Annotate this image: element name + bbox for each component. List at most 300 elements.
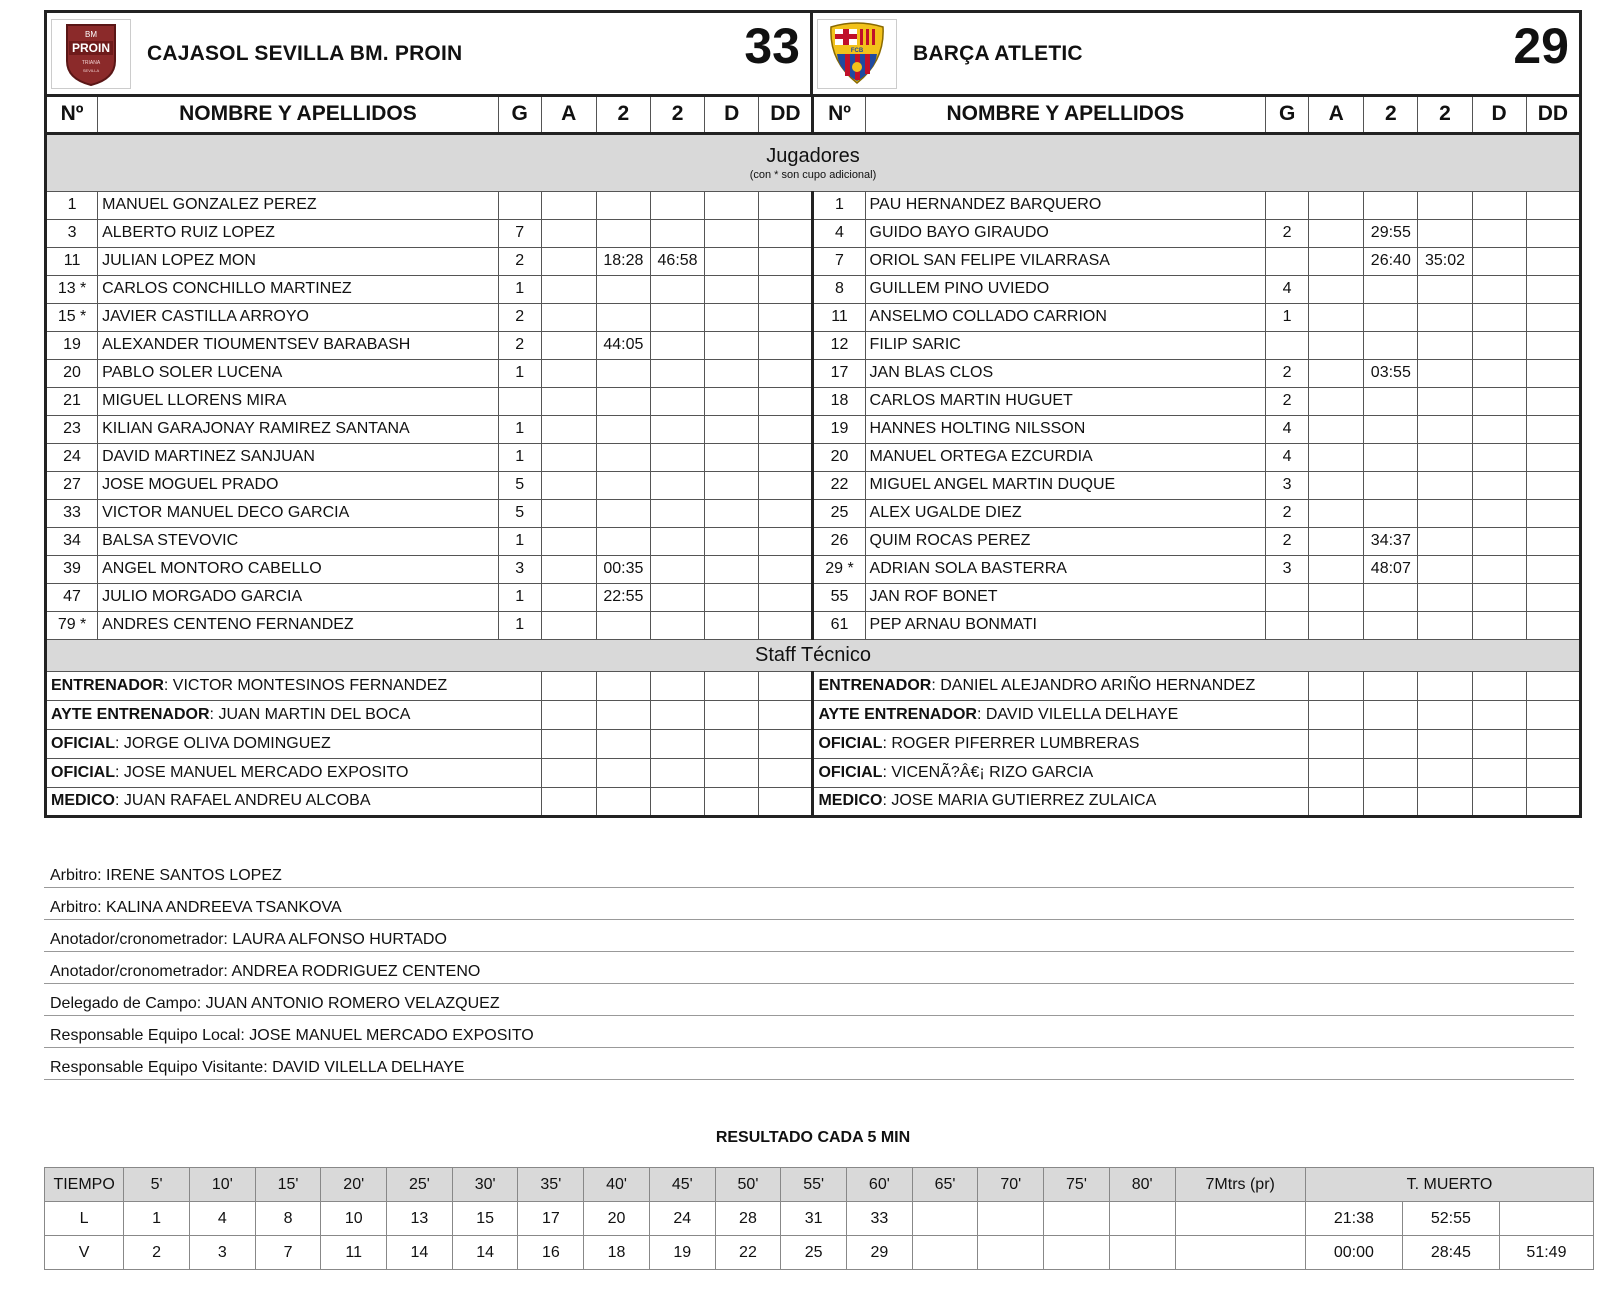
home-logo-main: PROIN: [71, 40, 111, 55]
interval-header: 40': [584, 1168, 650, 1202]
home-disq-cell: [705, 527, 759, 555]
interval-score: 28: [715, 1202, 781, 1236]
home-staff-role: MEDICO: [51, 792, 115, 809]
players-section-row: [46, 133, 1581, 191]
away-player-number: 19: [813, 415, 865, 443]
away-staff-stat-cell: [1472, 671, 1526, 700]
away-goals-cell: 4: [1266, 275, 1309, 303]
away-disq-report-cell: [1526, 471, 1580, 499]
away-staff-stat-cell: [1418, 700, 1472, 729]
col-header-2min-first: 2: [1364, 97, 1418, 133]
staff-role-separator: :: [163, 676, 173, 694]
away-suspension-1-cell: [1364, 611, 1418, 639]
col-header-warnings: A: [1309, 97, 1364, 133]
interval-score: 10: [321, 1202, 387, 1236]
interval-score: 22: [715, 1236, 781, 1270]
away-staff-stat-cell: [1309, 729, 1364, 758]
away-suspension-2-cell: [1418, 275, 1472, 303]
home-staff-role: ENTRENADOR: [51, 676, 164, 694]
away-goals-cell: [1266, 247, 1309, 275]
results-table: [44, 1167, 1594, 1270]
away-player-number: 11: [813, 303, 865, 331]
home-suspension-1-cell: [596, 275, 650, 303]
interval-score: 4: [189, 1202, 255, 1236]
away-staff-role: AYTE ENTRENADOR: [818, 705, 977, 723]
away-warning-cell: [1309, 583, 1364, 611]
home-staff-stat-cell: [650, 787, 704, 816]
home-disq-cell: [705, 303, 759, 331]
home-player-name: JULIO MORGADO GARCIA: [98, 583, 499, 611]
away-disq-report-cell: [1526, 247, 1580, 275]
home-warning-cell: [541, 359, 596, 387]
away-goals-cell: [1266, 191, 1309, 219]
col-header-goals: G: [498, 97, 541, 133]
away-suspension-1-cell: 34:37: [1364, 527, 1418, 555]
official-line: Responsable Equipo Local: JOSE MANUEL MERCADO EXPOSITO: [44, 1016, 1574, 1048]
home-disq-cell: [705, 499, 759, 527]
interval-header: 45': [649, 1168, 715, 1202]
home-suspension-1-cell: 22:55: [596, 583, 650, 611]
seven-meters-value: [1175, 1236, 1305, 1270]
home-suspension-1-cell: [596, 387, 650, 415]
home-goals-cell: 5: [498, 471, 541, 499]
home-staff-stat-cell: [541, 700, 596, 729]
home-disq-cell: [705, 471, 759, 499]
away-staff-stat-cell: [1309, 671, 1364, 700]
interval-header: 80': [1109, 1168, 1175, 1202]
interval-score: [912, 1202, 978, 1236]
away-staff-name: ROGER PIFERRER LUMBRERAS: [891, 734, 1140, 752]
away-suspension-2-cell: [1418, 303, 1472, 331]
away-staff-stat-cell: [1309, 787, 1364, 816]
interval-score: 16: [518, 1236, 584, 1270]
home-player-name: KILIAN GARAJONAY RAMIREZ SANTANA: [98, 415, 499, 443]
home-player-number: 33: [46, 499, 98, 527]
away-staff-stat-cell: [1472, 787, 1526, 816]
home-disq-report-cell: [759, 443, 813, 471]
home-warning-cell: [541, 611, 596, 639]
home-warning-cell: [541, 583, 596, 611]
away-suspension-1-cell: 48:07: [1364, 555, 1418, 583]
staff-role-separator: :: [882, 734, 892, 752]
away-goals-cell: 4: [1266, 443, 1309, 471]
home-staff-stat-cell: [596, 729, 650, 758]
away-player-name: MIGUEL ANGEL MARTIN DUQUE: [865, 471, 1266, 499]
away-disq-report-cell: [1526, 191, 1580, 219]
away-team-header: [813, 13, 1579, 94]
player-row: [46, 303, 1581, 331]
away-goals-cell: 2: [1266, 387, 1309, 415]
away-suspension-2-cell: [1418, 331, 1472, 359]
home-staff-name: JORGE OLIVA DOMINGUEZ: [123, 734, 331, 752]
away-player-number: 18: [813, 387, 865, 415]
interval-header: 30': [452, 1168, 518, 1202]
home-staff-stat-cell: [759, 758, 813, 787]
home-staff-stat-cell: [705, 758, 759, 787]
official-line: Responsable Equipo Visitante: DAVID VILELLA DELHAYE: [44, 1048, 1574, 1080]
home-staff-stat-cell: [541, 729, 596, 758]
home-suspension-2-cell: 46:58: [650, 247, 704, 275]
results-row: [45, 1202, 1594, 1236]
home-staff-member: [46, 729, 542, 758]
home-suspension-1-cell: [596, 415, 650, 443]
away-staff-member: [813, 700, 1309, 729]
away-staff-name: JOSE MARIA GUTIERREZ ZULAICA: [891, 792, 1157, 809]
away-staff-stat-cell: [1472, 758, 1526, 787]
home-player-number: 21: [46, 387, 98, 415]
home-suspension-2-cell: [650, 359, 704, 387]
away-goals-cell: 1: [1266, 303, 1309, 331]
player-row: [46, 611, 1581, 639]
interval-header: 25': [387, 1168, 453, 1202]
home-staff-stat-cell: [541, 671, 596, 700]
away-disq-report-cell: [1526, 443, 1580, 471]
away-player-name: PAU HERNANDEZ BARQUERO: [865, 191, 1266, 219]
away-disq-cell: [1472, 331, 1526, 359]
timeout-value: 52:55: [1402, 1202, 1499, 1236]
home-player-name: MANUEL GONZALEZ PEREZ: [98, 191, 499, 219]
away-staff-stat-cell: [1418, 729, 1472, 758]
away-player-number: 20: [813, 443, 865, 471]
away-suspension-2-cell: [1418, 555, 1472, 583]
away-suspension-1-cell: [1364, 499, 1418, 527]
away-staff-stat-cell: [1472, 700, 1526, 729]
interval-score: 2: [124, 1236, 190, 1270]
player-row: [46, 359, 1581, 387]
away-warning-cell: [1309, 191, 1364, 219]
away-disq-report-cell: [1526, 331, 1580, 359]
away-suspension-1-cell: [1364, 471, 1418, 499]
player-row: [46, 443, 1581, 471]
player-row: [46, 499, 1581, 527]
away-player-name: HANNES HOLTING NILSSON: [865, 415, 1266, 443]
col-header-name: NOMBRE Y APELLIDOS: [865, 97, 1266, 133]
home-player-number: 13 *: [46, 275, 98, 303]
away-player-number: 1: [813, 191, 865, 219]
away-disq-report-cell: [1526, 527, 1580, 555]
home-logo-top: BM: [85, 29, 97, 39]
home-goals-cell: 2: [498, 247, 541, 275]
home-warning-cell: [541, 555, 596, 583]
away-staff-name: DAVID VILELLA DELHAYE: [985, 705, 1179, 723]
away-staff-name: DANIEL ALEJANDRO ARIÑO HERNANDEZ: [940, 676, 1256, 694]
staff-role-separator: :: [209, 705, 219, 723]
home-disq-report-cell: [759, 303, 813, 331]
home-staff-role: AYTE ENTRENADOR: [51, 705, 210, 723]
col-header-disq-report: DD: [1526, 97, 1580, 133]
away-disq-cell: [1472, 583, 1526, 611]
away-staff-stat-cell: [1526, 671, 1580, 700]
away-player-name: JAN BLAS CLOS: [865, 359, 1266, 387]
away-player-name: FILIP SARIC: [865, 331, 1266, 359]
col-header-disq-report: DD: [759, 97, 813, 133]
results-title: RESULTADO CADA 5 MIN: [715, 1129, 911, 1146]
home-suspension-1-cell: 44:05: [596, 331, 650, 359]
away-player-number: 55: [813, 583, 865, 611]
away-disq-cell: [1472, 359, 1526, 387]
home-disq-report-cell: [759, 387, 813, 415]
away-warning-cell: [1309, 499, 1364, 527]
away-disq-cell: [1472, 611, 1526, 639]
away-goals-cell: [1266, 331, 1309, 359]
away-disq-report-cell: [1526, 611, 1580, 639]
away-disq-cell: [1472, 555, 1526, 583]
interval-header: 20': [321, 1168, 387, 1202]
home-player-name: CARLOS CONCHILLO MARTINEZ: [98, 275, 499, 303]
interval-score: 1: [124, 1202, 190, 1236]
home-player-name: BALSA STEVOVIC: [98, 527, 499, 555]
away-warning-cell: [1309, 443, 1364, 471]
home-suspension-1-cell: [596, 303, 650, 331]
interval-score: 8: [255, 1202, 321, 1236]
away-warning-cell: [1309, 387, 1364, 415]
away-suspension-2-cell: [1418, 219, 1472, 247]
home-suspension-1-cell: [596, 527, 650, 555]
away-disq-cell: [1472, 303, 1526, 331]
home-suspension-1-cell: [596, 471, 650, 499]
away-player-number: 7: [813, 247, 865, 275]
home-player-number: 23: [46, 415, 98, 443]
home-disq-report-cell: [759, 611, 813, 639]
away-warning-cell: [1309, 611, 1364, 639]
away-player-number: 29 *: [813, 555, 865, 583]
home-player-name: JOSE MOGUEL PRADO: [98, 471, 499, 499]
away-goals-cell: 3: [1266, 471, 1309, 499]
home-suspension-2-cell: [650, 555, 704, 583]
away-goals-cell: 2: [1266, 359, 1309, 387]
staff-role-separator: :: [115, 763, 124, 781]
home-player-name: ALEXANDER TIOUMENTSEV BARABASH: [98, 331, 499, 359]
away-staff-stat-cell: [1309, 700, 1364, 729]
away-staff-stat-cell: [1526, 700, 1580, 729]
away-staff-role: OFICIAL: [818, 734, 883, 752]
home-player-name: DAVID MARTINEZ SANJUAN: [98, 443, 499, 471]
interval-score: 14: [452, 1236, 518, 1270]
away-warning-cell: [1309, 471, 1364, 499]
home-staff-stat-cell: [650, 729, 704, 758]
home-disq-report-cell: [759, 191, 813, 219]
staff-section-title: Staff Técnico: [755, 643, 871, 666]
players-section-title: Jugadores: [766, 144, 860, 167]
interval-score: 3: [189, 1236, 255, 1270]
home-suspension-1-cell: 00:35: [596, 555, 650, 583]
away-goals-cell: 2: [1266, 527, 1309, 555]
home-player-name: ANGEL MONTORO CABELLO: [98, 555, 499, 583]
away-player-number: 26: [813, 527, 865, 555]
away-staff-member: [813, 758, 1309, 787]
timeout-value: 51:49: [1499, 1236, 1593, 1270]
interval-score: [1044, 1236, 1110, 1270]
home-disq-cell: [705, 219, 759, 247]
home-player-number: 15 *: [46, 303, 98, 331]
home-logo-foot: SEVILLA: [82, 67, 100, 73]
away-player-number: 22: [813, 471, 865, 499]
home-player-number: 24: [46, 443, 98, 471]
home-suspension-1-cell: [596, 359, 650, 387]
away-suspension-1-cell: [1364, 443, 1418, 471]
away-staff-stat-cell: [1364, 758, 1418, 787]
away-player-number: 8: [813, 275, 865, 303]
interval-header: 55': [781, 1168, 847, 1202]
interval-score: [912, 1236, 978, 1270]
home-staff-name: VICTOR MONTESINOS FERNANDEZ: [172, 676, 448, 694]
results-row-label: V: [45, 1236, 124, 1270]
away-player-name: PEP ARNAU BONMATI: [865, 611, 1266, 639]
home-suspension-2-cell: [650, 499, 704, 527]
home-staff-stat-cell: [705, 700, 759, 729]
away-goals-cell: [1266, 583, 1309, 611]
away-staff-stat-cell: [1526, 758, 1580, 787]
home-score: 33: [744, 18, 800, 74]
away-disq-cell: [1472, 191, 1526, 219]
player-row: [46, 555, 1581, 583]
home-disq-cell: [705, 247, 759, 275]
away-suspension-1-cell: [1364, 275, 1418, 303]
players-section-subtitle: (con * son cupo adicional): [749, 168, 877, 181]
home-warning-cell: [541, 191, 596, 219]
home-goals-cell: 1: [498, 359, 541, 387]
home-disq-cell: [705, 331, 759, 359]
away-staff-member: [813, 787, 1309, 816]
interval-score: [1109, 1202, 1175, 1236]
away-disq-report-cell: [1526, 275, 1580, 303]
home-staff-name: JUAN RAFAEL ANDREU ALCOBA: [123, 792, 371, 809]
away-goals-cell: 2: [1266, 219, 1309, 247]
player-row: [46, 219, 1581, 247]
home-goals-cell: 2: [498, 331, 541, 359]
interval-score: 24: [649, 1202, 715, 1236]
home-player-name: PABLO SOLER LUCENA: [98, 359, 499, 387]
home-staff-name: JOSE MANUEL MERCADO EXPOSITO: [123, 763, 409, 781]
away-staff-stat-cell: [1418, 758, 1472, 787]
home-staff-stat-cell: [650, 758, 704, 787]
staff-role-separator: :: [931, 676, 941, 694]
home-player-number: 3: [46, 219, 98, 247]
home-staff-stat-cell: [596, 671, 650, 700]
interval-score: [1044, 1202, 1110, 1236]
home-goals-cell: 1: [498, 583, 541, 611]
home-goals-cell: 1: [498, 527, 541, 555]
col-header-2min-second: 2: [650, 97, 704, 133]
home-staff-stat-cell: [759, 700, 813, 729]
away-suspension-1-cell: [1364, 303, 1418, 331]
staff-row: [46, 787, 1581, 816]
home-suspension-2-cell: [650, 527, 704, 555]
staff-role-separator: :: [115, 792, 124, 809]
staff-row: [46, 700, 1581, 729]
home-logo: [51, 19, 131, 89]
away-warning-cell: [1309, 275, 1364, 303]
home-disq-cell: [705, 583, 759, 611]
home-suspension-2-cell: [650, 387, 704, 415]
home-staff-name: JUAN MARTIN DEL BOCA: [218, 705, 411, 723]
home-staff-stat-cell: [596, 700, 650, 729]
away-suspension-2-cell: [1418, 583, 1472, 611]
staff-role-separator: :: [115, 734, 124, 752]
home-player-name: MIGUEL LLORENS MIRA: [98, 387, 499, 415]
staff-row: [46, 758, 1581, 787]
away-staff-member: [813, 729, 1309, 758]
away-suspension-2-cell: [1418, 415, 1472, 443]
home-disq-report-cell: [759, 471, 813, 499]
home-player-number: 1: [46, 191, 98, 219]
home-warning-cell: [541, 527, 596, 555]
away-staff-stat-cell: [1418, 787, 1472, 816]
home-team-header: [47, 13, 813, 94]
away-goals-cell: 2: [1266, 499, 1309, 527]
home-staff-role: OFICIAL: [51, 763, 115, 781]
away-suspension-2-cell: 35:02: [1418, 247, 1472, 275]
home-goals-cell: 3: [498, 555, 541, 583]
away-warning-cell: [1309, 331, 1364, 359]
home-staff-stat-cell: [705, 671, 759, 700]
col-header-2min-first: 2: [596, 97, 650, 133]
away-warning-cell: [1309, 303, 1364, 331]
home-staff-member: [46, 787, 542, 816]
home-warning-cell: [541, 303, 596, 331]
home-warning-cell: [541, 247, 596, 275]
home-warning-cell: [541, 471, 596, 499]
away-warning-cell: [1309, 359, 1364, 387]
home-goals-cell: [498, 191, 541, 219]
interval-score: 13: [387, 1202, 453, 1236]
col-header-disq: D: [705, 97, 759, 133]
official-line: Anotador/cronometrador: ANDREA RODRIGUEZ CENTENO: [44, 952, 1574, 984]
away-suspension-2-cell: [1418, 359, 1472, 387]
away-staff-name: VICENÃ?Â€¡ RIZO GARCIA: [891, 763, 1094, 781]
timeout-value: 21:38: [1305, 1202, 1402, 1236]
home-goals-cell: 1: [498, 275, 541, 303]
interval-score: 31: [781, 1202, 847, 1236]
home-goals-cell: 1: [498, 443, 541, 471]
staff-row: [46, 671, 1581, 700]
away-disq-report-cell: [1526, 303, 1580, 331]
home-staff-role: OFICIAL: [51, 734, 115, 752]
home-disq-cell: [705, 191, 759, 219]
home-goals-cell: 2: [498, 303, 541, 331]
col-header-2min-second: 2: [1418, 97, 1472, 133]
away-goals-cell: 4: [1266, 415, 1309, 443]
player-row: [46, 415, 1581, 443]
away-disq-cell: [1472, 275, 1526, 303]
home-disq-report-cell: [759, 499, 813, 527]
timeout-value: [1499, 1202, 1593, 1236]
home-player-name: JAVIER CASTILLA ARROYO: [98, 303, 499, 331]
col-header-name: NOMBRE Y APELLIDOS: [98, 97, 499, 133]
interval-header: 60': [847, 1168, 913, 1202]
away-player-name: QUIM ROCAS PEREZ: [865, 527, 1266, 555]
away-goals-cell: [1266, 611, 1309, 639]
away-player-name: MANUEL ORTEGA EZCURDIA: [865, 443, 1266, 471]
home-team-name: CAJASOL SEVILLA BM. PROIN: [147, 41, 463, 65]
away-staff-stat-cell: [1364, 700, 1418, 729]
home-staff-member: [46, 700, 542, 729]
home-suspension-2-cell: [650, 191, 704, 219]
away-player-number: 25: [813, 499, 865, 527]
home-disq-cell: [705, 275, 759, 303]
away-suspension-2-cell: [1418, 443, 1472, 471]
away-disq-cell: [1472, 443, 1526, 471]
home-disq-report-cell: [759, 275, 813, 303]
home-suspension-1-cell: [596, 443, 650, 471]
home-staff-member: [46, 758, 542, 787]
official-line: Arbitro: KALINA ANDREEVA TSANKOVA: [44, 888, 1574, 920]
home-disq-cell: [705, 611, 759, 639]
home-disq-report-cell: [759, 527, 813, 555]
home-staff-stat-cell: [705, 787, 759, 816]
home-disq-report-cell: [759, 219, 813, 247]
player-row: [46, 583, 1581, 611]
